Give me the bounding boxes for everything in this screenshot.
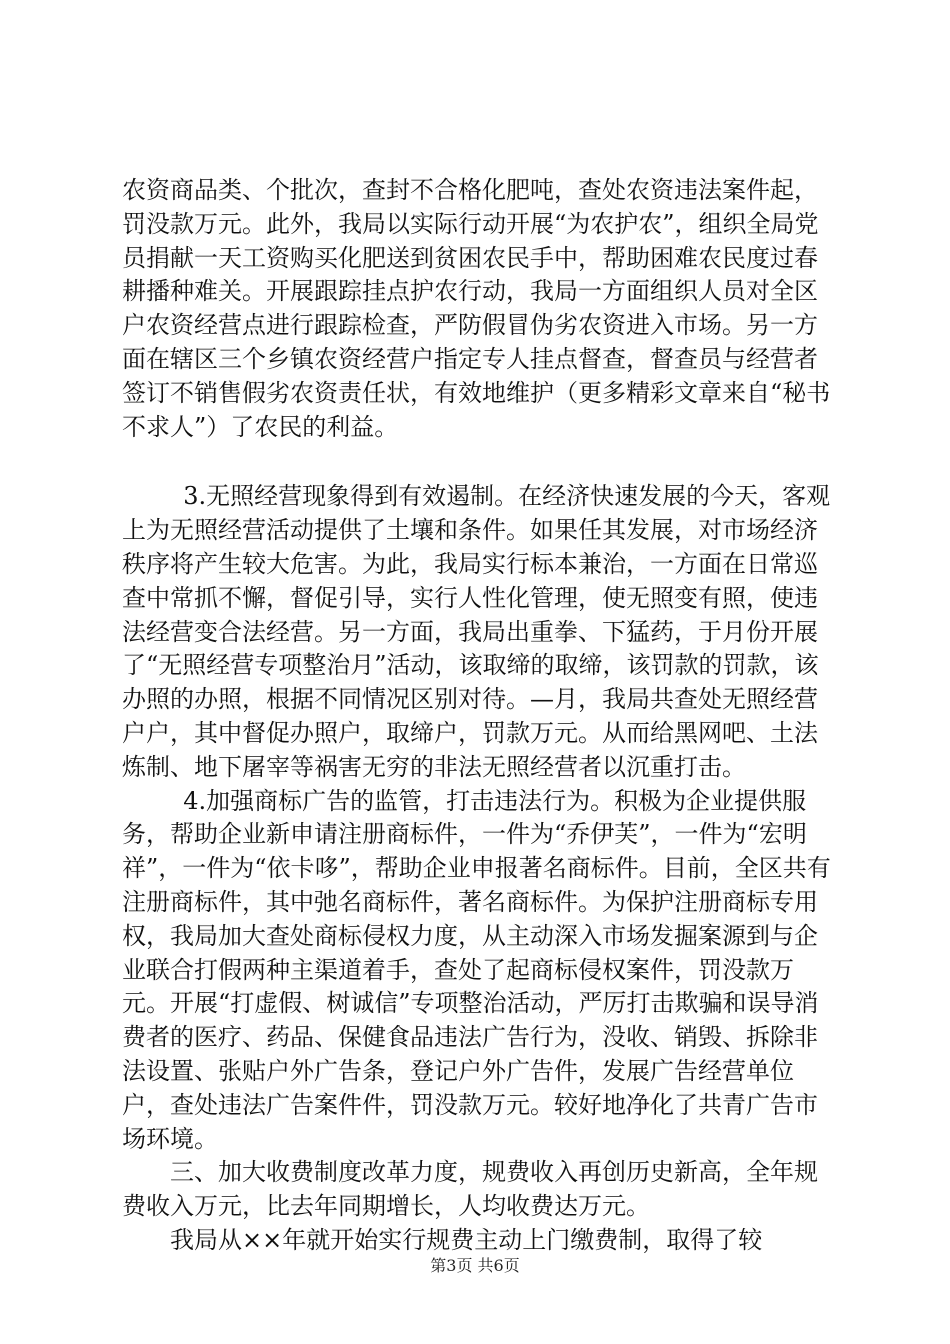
text-line: 品违法广告行为，没收、销毁、拆除非法设置、张贴户外广告 [122,1023,818,1085]
paragraph-agri-supplies [122,174,834,444]
text-line: 户，罚款万元。从而给黑网吧、土法炼制、地下屠宰等祸害无 [122,718,818,781]
text-line: 的取缔，该罚款的罚款，该办照的办照，根据不同情况区别对 [122,651,819,714]
paragraph-trademark-advertising [122,785,834,1157]
text-line: 深入市场发掘案源到与企业联合打假两种主渠道着手，查处了 [122,921,818,984]
text-line: 方面在日常巡查中常抓不懈，督促引导，实行人性化管理，使 [122,549,818,612]
text-line: 我局从××年就开始实行规费主动上门缴费制，取得了较 [170,1225,763,1254]
text-line: 劣农资进入市场。另一方面在辖区三个乡镇农资经营户指定专 [122,311,818,373]
text-line: 效地维护（更多精彩文章来自“秘书不求人”）了农民的利益。 [122,378,831,441]
text-line: 方面组织人员对全区户农资经营点进行跟踪检查，严防假冒伪 [122,277,818,340]
text-line: 为“宏明祥”，一件为“依卡哆”，帮助企业申报著名商标件。 [122,820,807,883]
text-line: 整治活动，严厉打击欺骗和误导消费者的医疗、药品、保健食 [122,989,819,1052]
paragraph-gap [122,444,834,480]
paragraph-unlicensed-business [122,480,834,784]
text-line: 穷的非法无照经营者以沉重打击。 [386,752,746,781]
text-line: 待。—月，我局共查处无照经营户户，其中督促办照户，取缔 [122,685,818,747]
paragraph-fee-reform-heading [122,1156,834,1224]
text-line: 市场经济秩序将产生较大危害。为此，我局实行标本兼治，一 [122,516,818,578]
page-footer: 第3页 共6页 [430,1256,520,1275]
text-line: 起商标侵权案件，罚没款万元。开展“打虚假、树诚信”专项 [122,955,794,1018]
text-line: 为保护注册商标专用权，我局加大查处商标侵权力度，从主动 [122,887,818,950]
text-line: 服务，帮助企业新申请注册商标件，一件为“乔伊芙”，一件 [122,786,807,849]
text-line: 4.加强商标广告的监管，打击违法行为。积极为企业提供 [183,786,783,815]
text-line: 农资商品类、个批次，查封不合格化肥吨，查处农资违法案件 [122,176,770,204]
text-line: 人挂点督查，督查员与经营者签订不销售假劣农资责任状，有 [122,344,818,407]
text-line: 三、加大收费制度改革力度，规费收入再创历史新高，全 [170,1158,770,1187]
text-line: 客观上为无照经营活动提供了土壤和条件。如果任其发展，对 [122,482,831,545]
text-line: 组织全局党员捐献一天工资购买化肥送到贫困农民手中，帮助 [122,209,819,272]
text-line: 下猛药，于月份开展了“无照经营专项整治月”活动，该取缔 [122,617,818,680]
text-line: 条，登记户外广告件，发展广告经营单位户，查处违法广告案 [122,1056,794,1119]
text-line: 目前，全区共有注册商标件，其中弛名商标件，著名商标件。 [122,854,831,916]
text-line: 件件，罚没款万元。较好地净化了共青广告市场环境。 [122,1090,818,1153]
text-line: 3.无照经营现象得到有效遏制。在经济快速发展的今天， [183,482,783,511]
document-body [122,174,834,1258]
text-line: 无照变有照，使违法经营变合法经营。另一方面，我局出重拳、 [122,583,818,646]
text-line: 困难农民度过春耕播种难关。开展跟踪挂点护农行动，我局一 [122,243,818,306]
text-line: 起，罚没款万元。此外，我局以实际行动开展“为农护农”， [122,176,818,238]
text-line: 年规费收入万元，比去年同期增长，人均收费达万元。 [122,1158,818,1221]
